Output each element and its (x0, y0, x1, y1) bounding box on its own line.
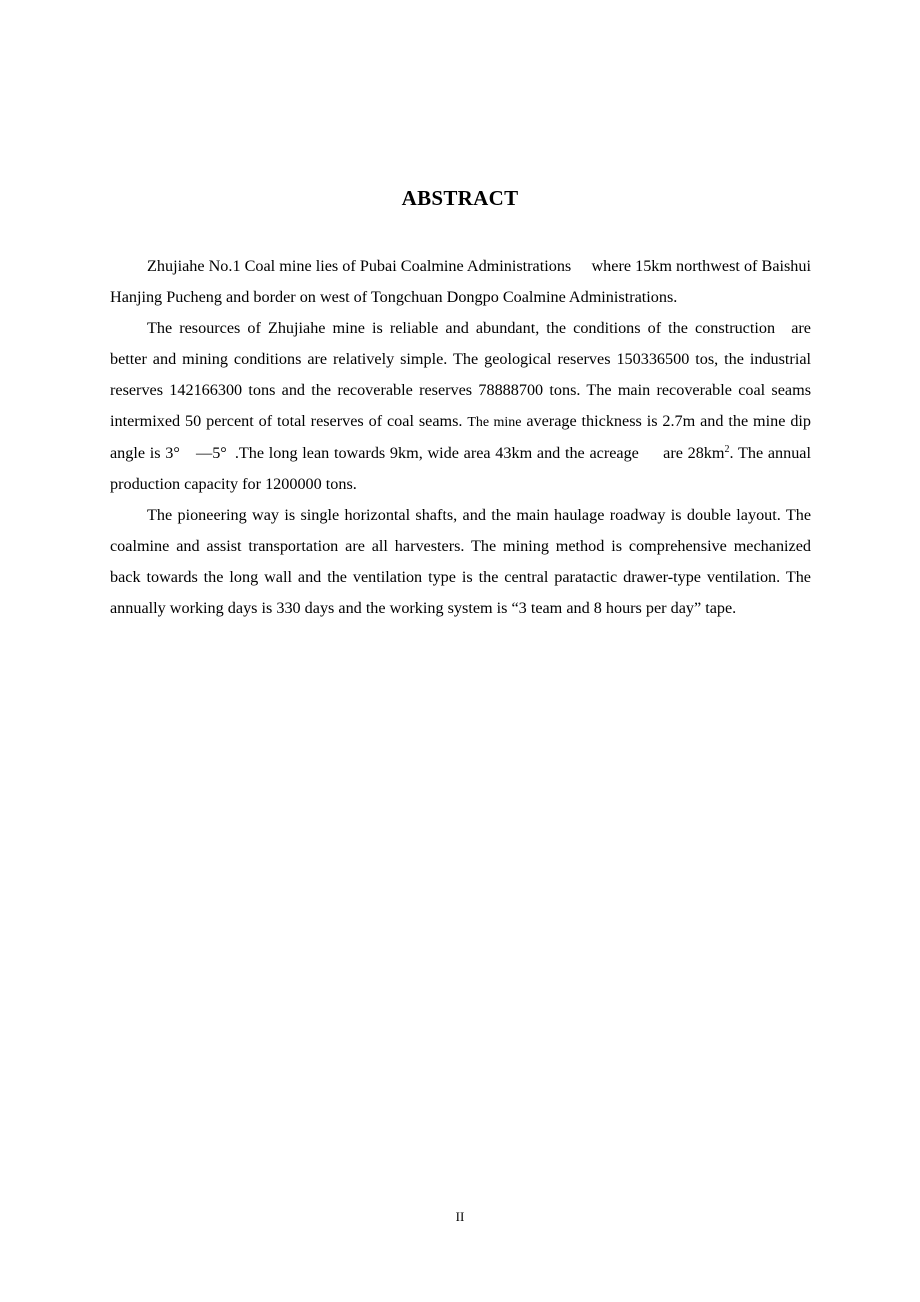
paragraph-mining-system: The pioneering way is single horizontal shafts, and the main haulage roadway is double layout. The coalmine and assist transportation are all harvesters. The mining method is comprehensive mechanized back towards the long wall and the ventilation type is the central paratactic drawer-type ventilation. The annually working days is 330 days and the working system is “3 team and 8 hours per day” tape. (110, 506, 811, 617)
paragraph-resources-text-3: . The annual production capacity for 1200000 tons. (110, 444, 811, 493)
paragraph-resources-text-2: average thickness is 2.7m and the mine dip angle is 3° —5° .The long lean towards 9km, wide area 43km and the acreage are 28km (110, 412, 811, 462)
paragraph-resources-small-text: The mine (467, 415, 522, 430)
abstract-body (110, 251, 811, 624)
paragraph-resources (110, 313, 811, 500)
page-number: II (455, 1209, 465, 1224)
paragraph-resources-text-1: The resources of Zhujiahe mine is reliable and abundant, the conditions of the construction are better and mining conditions are relatively simple. The geological reserves 150336500 tos, the industrial reserves 142166300 tons and the recoverable reserves 78888700 tons. The main recoverable coal seams intermixed 50 percent of total reserves of coal seams. (110, 319, 811, 430)
superscript-2: 2 (724, 444, 730, 455)
abstract-title: ABSTRACT (401, 186, 519, 210)
paragraph-location: Zhujiahe No.1 Coal mine lies of Pubai Coalmine Administrations where 15km northwest of Baishui Hanjing Pucheng and border on west of Tongchuan Dongpo Coalmine Administrations. (110, 257, 811, 306)
